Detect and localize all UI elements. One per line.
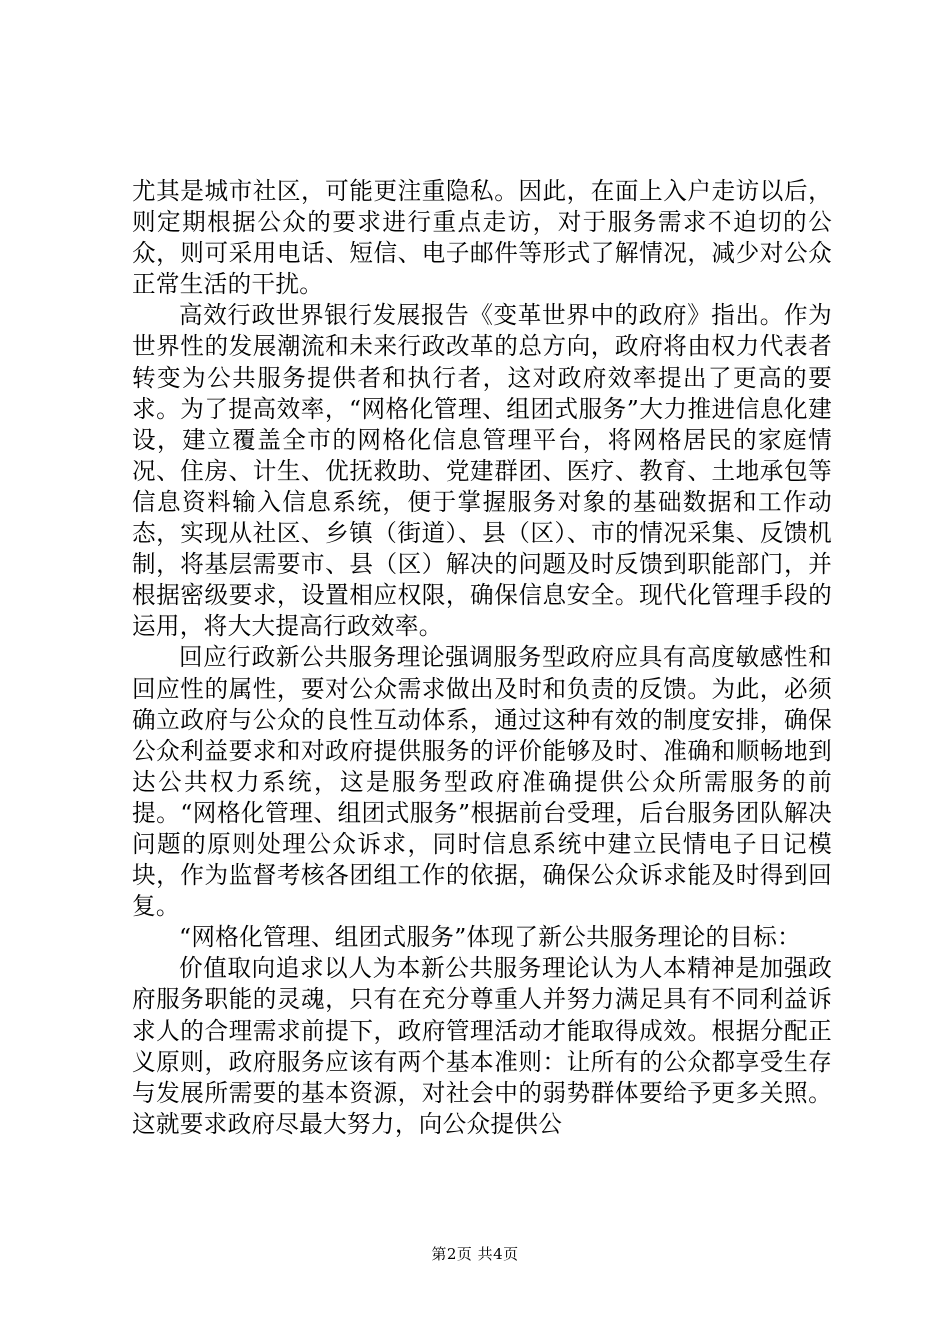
document-body — [132, 176, 832, 1140]
page-footer — [0, 1244, 950, 1264]
paragraph-5: 价值取向追求以人为本新公共服务理论认为人本精神是加强政府服务职能的灵魂，只有在充分尊重人并努力满足具有不同利益诉求人的合理需求前提下，政府管理活动才能取得成效。根据分配正义原则，政府服务应该有两个基本准则：让所有的公众都享受生存与发展所需要的基本资源，对社会中的弱势群体要给予更多关照。这就要求政府尽最大努力，向公众提供公 — [132, 954, 832, 1138]
page-number-label: 第2页 共4页 — [431, 1245, 519, 1263]
paragraph-4: “网格化管理、组团式服务”体现了新公共服务理论的目标： — [179, 923, 802, 952]
paragraph-3: 回应行政新公共服务理论强调服务型政府应具有高度敏感性和回应性的属性，要对公众需求做出及时和负责的反馈。为此，必须确立政府与公众的良性互动体系，通过这种有效的制度安排，确保公众利益要求和对政府提供服务的评价能够及时、准确和顺畅地到达公共权力系统，这是服务型政府准确提供公众所需服务的前提。“网格化管理、组团式服务”根据前台受理，后台服务团队解决问题的原则处理公众诉求，同时信息系统中建立民情电子日记模块，作为监督考核各团组工作的依据，确保公众诉求能及时得到回复。 — [132, 643, 832, 921]
paragraph-2: 高效行政世界银行发展报告《变革世界中的政府》指出。作为世界性的发展潮流和未来行政改革的总方向，政府将由权力代表者转变为公共服务提供者和执行者，这对政府效率提出了更高的要求。为了提高效率，“网格化管理、组团式服务”大力推进信息化建设，建立覆盖全市的网格化信息管理平台，将网格居民的家庭情况、住房、计生、优抚救助、党建群团、医疗、教育、土地承包等信息资料输入信息系统，便于掌握服务对象的基础数据和工作动态，实现从社区、乡镇（街道）、县（区）、市的情况采集、反馈机制，将基层需要市、县（区）解决的问题及时反馈到职能部门，并根据密级要求，设置相应权限，确保信息安全。现代化管理手段的运用，将大大提高行政效率。 — [132, 301, 832, 641]
paragraph-1: 尤其是城市社区，可能更注重隐私。因此，在面上入户走访以后，则定期根据公众的要求进行重点走访，对于服务需求不迫切的公众，则可采用电话、短信、电子邮件等形式了解情况，减少对公众正常生活的干扰。 — [132, 177, 832, 299]
